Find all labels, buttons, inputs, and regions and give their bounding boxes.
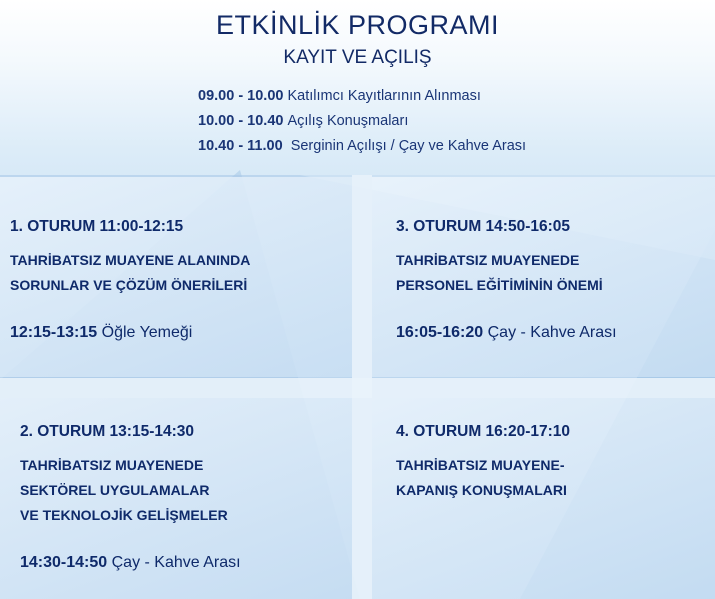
schedule-time: 10.00 - 10.40 [198, 113, 284, 129]
session-topic-line: SORUNLAR VE ÇÖZÜM ÖNERİLERİ [10, 277, 248, 293]
session-panel-1 [0, 177, 352, 377]
break-time: 14:30-14:50 [20, 554, 108, 571]
break-desc: Çay - Kahve Arası [111, 554, 241, 571]
schedule-row [198, 138, 526, 154]
session-break [396, 324, 617, 342]
program-title: ETKİNLİK PROGRAMI [215, 10, 500, 40]
schedule-row [198, 113, 408, 129]
break-desc: Öğle Yemeği [101, 324, 193, 341]
session-topic-line: PERSONEL EĞİTİMİNİN ÖNEMİ [396, 277, 603, 293]
session-panel-4 [372, 398, 715, 599]
session-title: 4. OTURUM 16:20-17:10 [396, 423, 571, 440]
schedule-time: 09.00 - 10.00 [198, 88, 284, 104]
session-title: 1. OTURUM 11:00-12:15 [10, 218, 184, 235]
break-time: 16:05-16:20 [396, 324, 484, 341]
session-break [20, 554, 241, 572]
session-topic-line: KAPANIŞ KONUŞMALARI [396, 482, 567, 498]
schedule-desc: Açılış Konuşmaları [287, 113, 409, 129]
schedule-time: 10.40 - 11.00 [198, 138, 283, 154]
session-title: 3. OTURUM 14:50-16:05 [396, 218, 571, 235]
session-topic-line: TAHRİBATSIZ MUAYENEDE [20, 457, 204, 473]
session-topic-line: TAHRİBATSIZ MUAYENE ALANINDA [10, 252, 251, 268]
session-topic-line: VE TEKNOLOJİK GELİŞMELER [20, 507, 228, 523]
session-topic-line: SEKTÖREL UYGULAMALAR [20, 482, 210, 498]
session-panel-3 [372, 177, 715, 377]
session-panel-2 [0, 398, 352, 599]
session-topic-line: TAHRİBATSIZ MUAYENEDE [396, 252, 580, 268]
program-subtitle: KAYIT VE AÇILIŞ [283, 47, 432, 68]
session-break [10, 324, 192, 342]
schedule-row [198, 88, 481, 104]
program-header [0, 0, 715, 175]
session-topic-line: TAHRİBATSIZ MUAYENE- [396, 457, 565, 473]
break-time: 12:15-13:15 [10, 324, 98, 341]
break-desc: Çay - Kahve Arası [487, 324, 617, 341]
session-title: 2. OTURUM 13:15-14:30 [20, 423, 195, 440]
schedule-desc: Serginin Açılışı / Çay ve Kahve Arası [286, 138, 527, 154]
schedule-desc: Katılımcı Kayıtlarının Alınması [287, 88, 481, 104]
